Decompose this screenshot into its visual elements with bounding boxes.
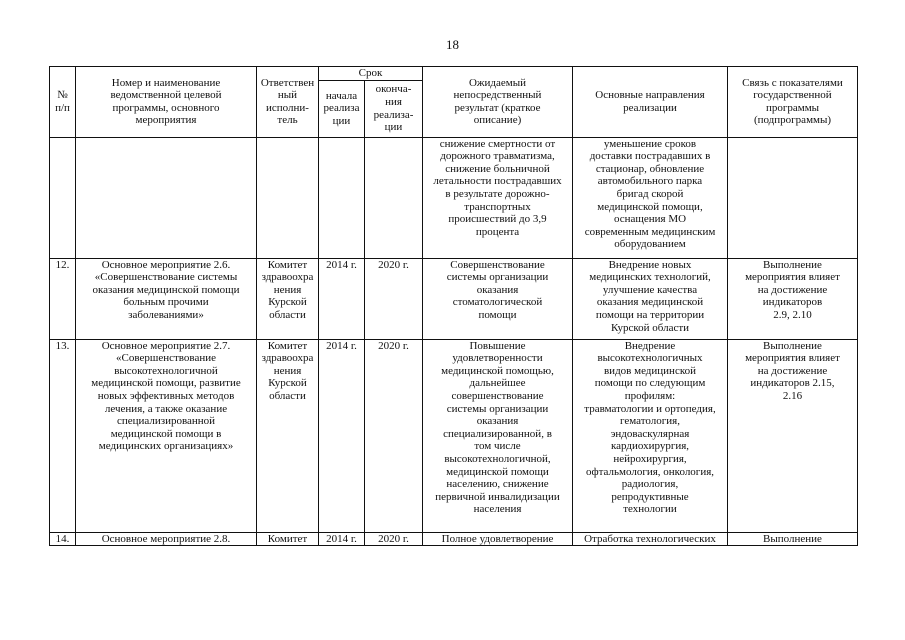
header-num: № п/п	[50, 67, 76, 138]
table-row	[50, 258, 858, 339]
cell-directions: уменьшение сроков доставки пострадавших в стационар, обновление автомобильного парка бригад скорой медицинской помощи, оснащения МО современным медицинским оборудованием	[573, 137, 728, 258]
header-term-start: начала реализа ции	[319, 80, 365, 137]
cell-responsible: Комитет	[257, 532, 319, 546]
header-expected: Ожидаемый непосредственный результат (краткое описание)	[423, 67, 573, 138]
cell-name: Основное мероприятие 2.6. «Совершенствование системы оказания медицинской помощи больным прочими заболеваниями»	[76, 258, 257, 339]
cell-responsible	[257, 137, 319, 258]
cell-directions: Внедрение новых медицинских технологий, улучшение качества оказания медицинской помощи на территории Курской области	[573, 258, 728, 339]
cell-end: 2020 г.	[365, 532, 423, 546]
cell-expected: снижение смертности от дорожного травматизма, снижение больничной летальности пострадавших в результате дорожно- транспортных происшествий до 3,9 процента	[423, 137, 573, 258]
header-row	[50, 67, 858, 81]
cell-name	[76, 137, 257, 258]
cell-link: Выполнение мероприятия влияет на достижение индикаторов 2.9, 2.10	[728, 258, 858, 339]
program-table	[49, 66, 858, 546]
cell-directions: Отработка технологических	[573, 532, 728, 546]
cell-responsible: Комитет здравоохра нения Курской области	[257, 339, 319, 532]
cell-expected: Совершенствование системы организации оказания стоматологической помощи	[423, 258, 573, 339]
cell-start: 2014 г.	[319, 258, 365, 339]
cell-start	[319, 137, 365, 258]
header-name: Номер и наименование ведомственной целевой программы, основного мероприятия	[76, 67, 257, 138]
header-directions: Основные направления реализации	[573, 67, 728, 138]
cell-num: 12.	[50, 258, 76, 339]
cell-start: 2014 г.	[319, 532, 365, 546]
header-link: Связь с показателями государственной программы (подпрограммы)	[728, 67, 858, 138]
cell-link: Выполнение	[728, 532, 858, 546]
cell-expected: Повышение удовлетворенности медицинской помощью, дальнейшее совершенствование системы организации оказания специализированной, в том числе высокотехнологичной, медицинской помощи населению, снижение первичной инвалидизации населения	[423, 339, 573, 532]
cell-directions: Внедрение высокотехнологичных видов медицинской помощи по следующим профилям: травматологии и ортопедия, гематология, эндоваскулярная кардиохирургия, нейрохирургия, офтальмология, онкология, радиология, репродуктивные технологии	[573, 339, 728, 532]
cell-end: 2020 г.	[365, 339, 423, 532]
table-row	[50, 137, 858, 258]
cell-link: Выполнение мероприятия влияет на достижение индикаторов 2.15, 2.16	[728, 339, 858, 532]
table-row	[50, 532, 858, 546]
cell-end	[365, 137, 423, 258]
page-number: 18	[446, 37, 459, 52]
cell-num: 13.	[50, 339, 76, 532]
cell-name: Основное мероприятие 2.7. «Совершенствование высокотехнологичной медицинской помощи, развитие новых эффективных методов лечения, а также оказание специализированной медицинской помощи в медицинских организациях»	[76, 339, 257, 532]
cell-num	[50, 137, 76, 258]
cell-name: Основное мероприятие 2.8.	[76, 532, 257, 546]
cell-expected: Полное удовлетворение	[423, 532, 573, 546]
cell-start: 2014 г.	[319, 339, 365, 532]
header-term-end: оконча- ния реализа- ции	[365, 80, 423, 137]
cell-link	[728, 137, 858, 258]
header-term: Срок	[319, 67, 423, 81]
cell-responsible: Комитет здравоохра нения Курской области	[257, 258, 319, 339]
table-row	[50, 339, 858, 532]
cell-end: 2020 г.	[365, 258, 423, 339]
header-responsible: Ответствен ный исполни- тель	[257, 67, 319, 138]
cell-num: 14.	[50, 532, 76, 546]
